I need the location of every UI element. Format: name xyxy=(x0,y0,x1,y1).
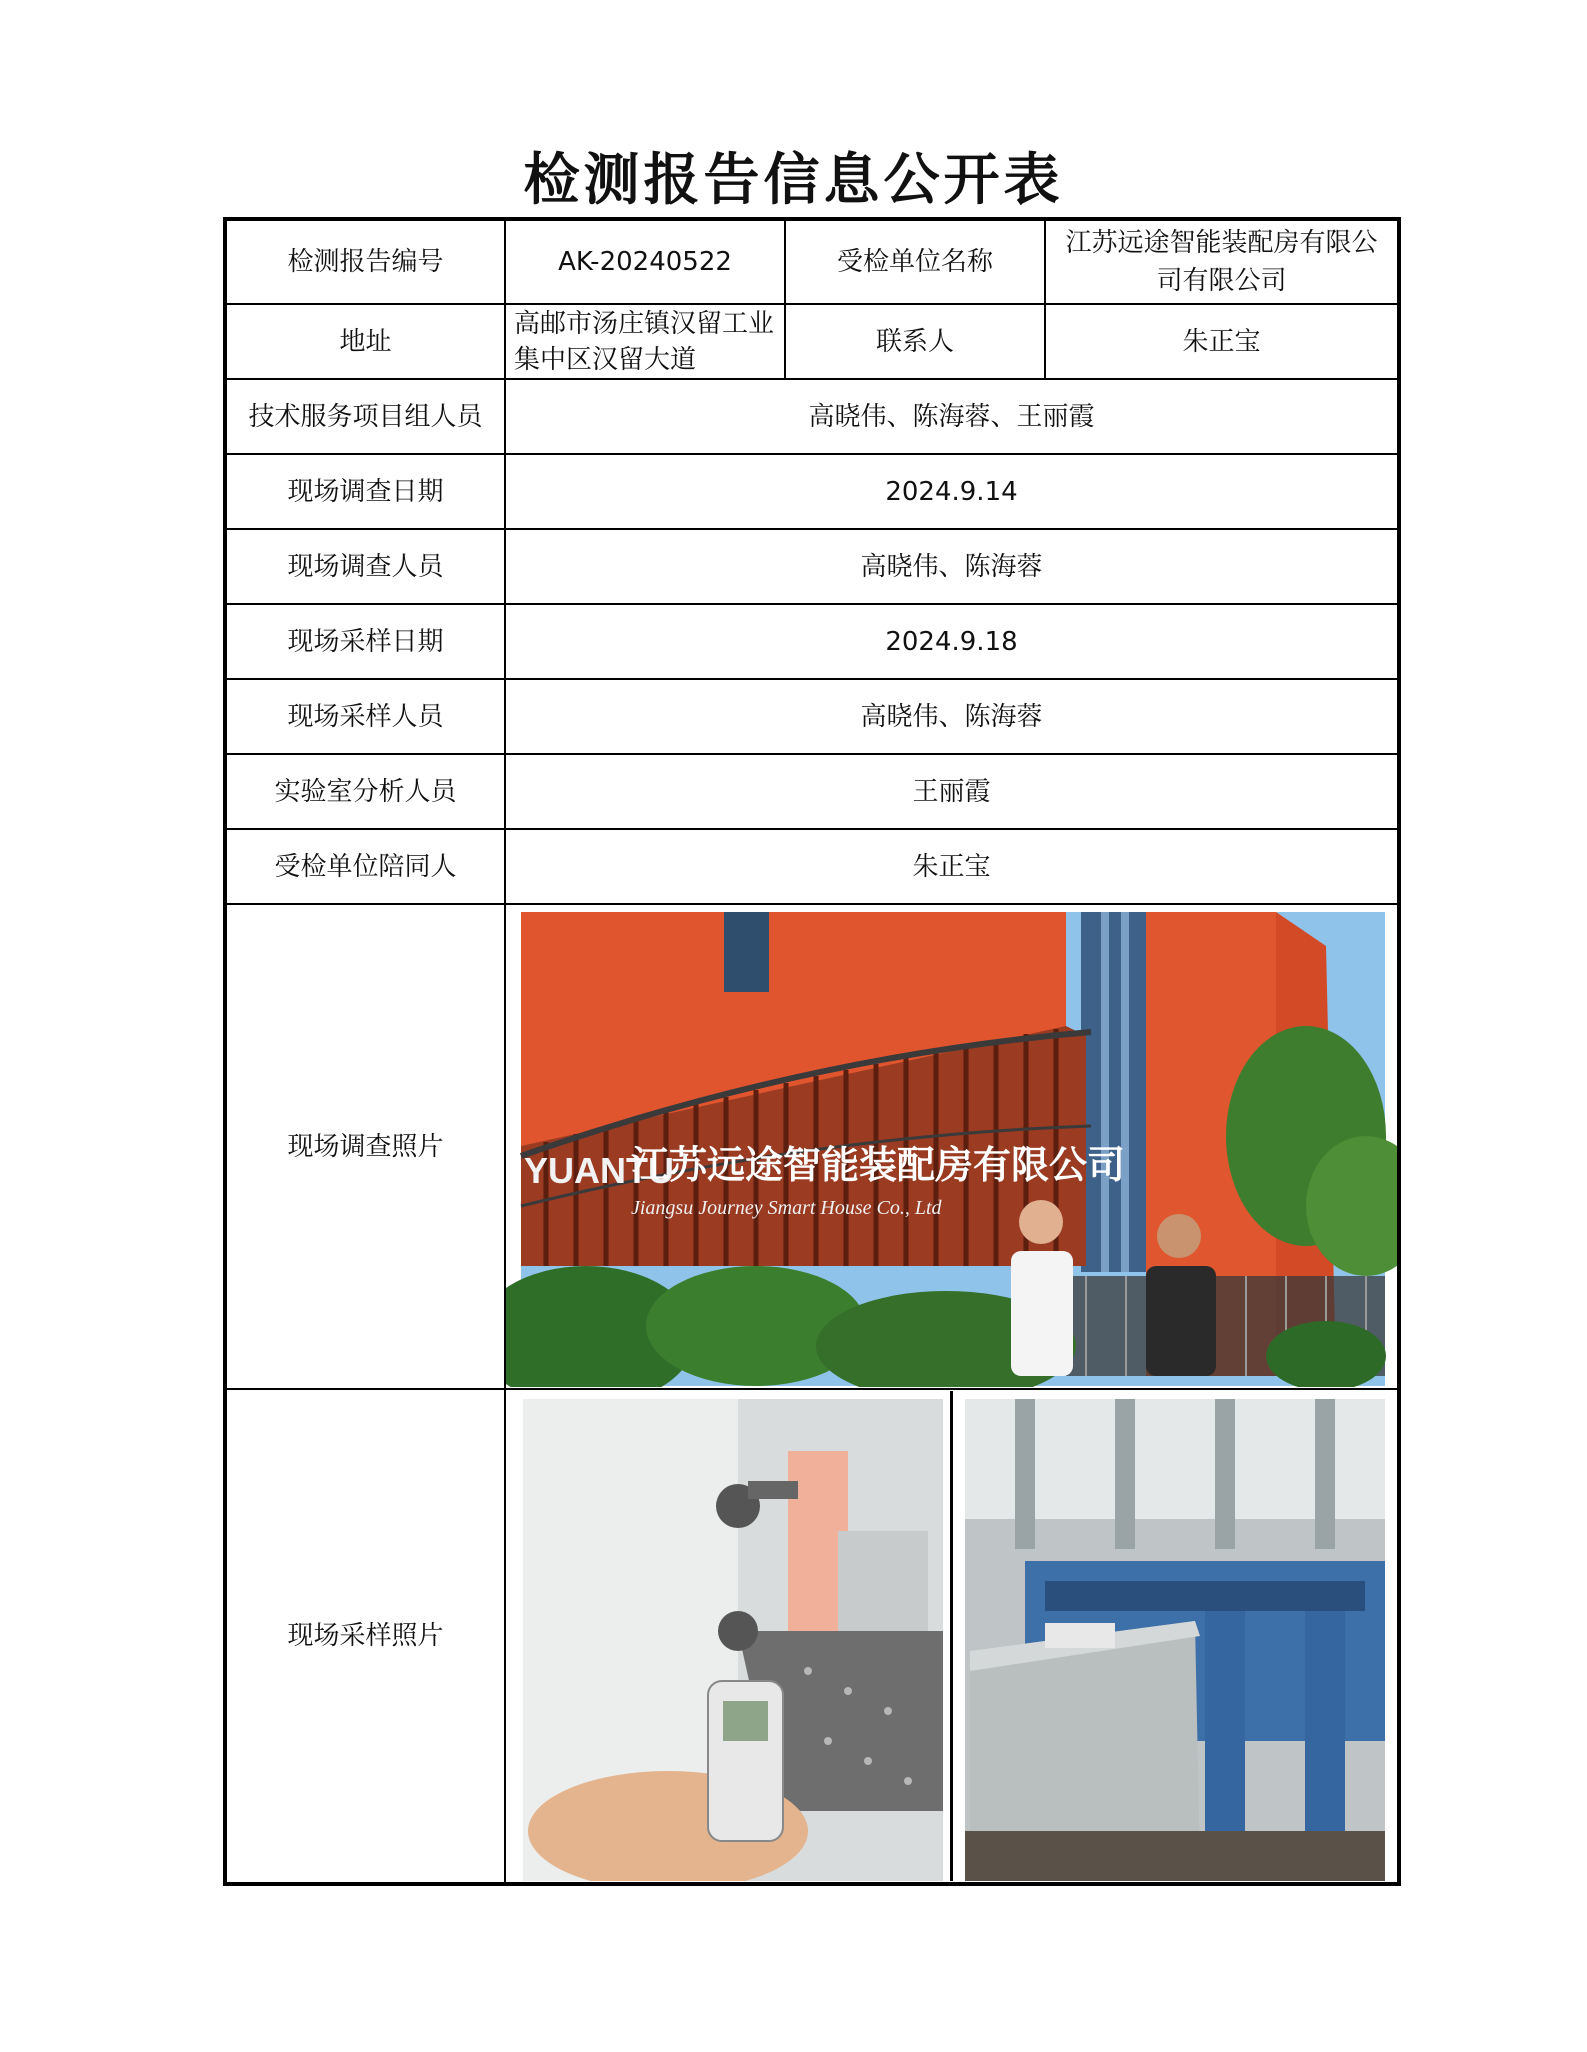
unit-name-value: 江苏远途智能装配房有限公司有限公司 xyxy=(1045,219,1399,304)
table-row xyxy=(225,379,1399,454)
survey-date-label: 现场调查日期 xyxy=(225,454,505,529)
table-row xyxy=(225,829,1399,904)
sign-chinese: 江苏远途智能装配房有限公司 xyxy=(631,1143,1126,1187)
survey-staff-label: 现场调查人员 xyxy=(225,529,505,604)
report-info-table xyxy=(223,217,1401,1886)
report-no-label: 检测报告编号 xyxy=(225,219,505,304)
unit-name-label: 受检单位名称 xyxy=(785,219,1045,304)
sign-logo: YUANTU xyxy=(524,1150,674,1191)
sampling-photo-left xyxy=(506,1391,950,1881)
sampling-photo-right xyxy=(950,1391,1397,1881)
table-row xyxy=(225,679,1399,754)
table-row xyxy=(225,904,1399,1389)
sampling-date-label: 现场采样日期 xyxy=(225,604,505,679)
sampling-photo-label: 现场采样照片 xyxy=(225,1389,505,1884)
table-row xyxy=(225,604,1399,679)
sampling-photo-machine xyxy=(508,1391,948,1881)
sign-english: Jiangsu Journey Smart House Co., Ltd xyxy=(631,1197,942,1219)
survey-staff-value: 高晓伟、陈海蓉 xyxy=(505,529,1399,604)
report-no-value: AK-20240522 xyxy=(505,219,785,304)
sampling-staff-label: 现场采样人员 xyxy=(225,679,505,754)
contact-label: 联系人 xyxy=(785,304,1045,379)
table-row xyxy=(225,529,1399,604)
table-row xyxy=(225,219,1399,304)
contact-value: 朱正宝 xyxy=(1045,304,1399,379)
table-row xyxy=(225,454,1399,529)
lab-staff-value: 王丽霞 xyxy=(505,754,1399,829)
lab-staff-label: 实验室分析人员 xyxy=(225,754,505,829)
survey-date-value: 2024.9.14 xyxy=(505,454,1399,529)
team-label: 技术服务项目组人员 xyxy=(225,379,505,454)
table-row xyxy=(225,304,1399,379)
table-row xyxy=(225,1389,1399,1884)
sampling-photo-workshop xyxy=(955,1391,1395,1881)
sampling-date-value: 2024.9.18 xyxy=(505,604,1399,679)
survey-photo xyxy=(506,906,1399,1387)
address-label: 地址 xyxy=(225,304,505,379)
table-row xyxy=(225,754,1399,829)
page-title: 检测报告信息公开表 xyxy=(523,148,1064,213)
team-value: 高晓伟、陈海蓉、王丽霞 xyxy=(505,379,1399,454)
escort-label: 受检单位陪同人 xyxy=(225,829,505,904)
survey-photo-label: 现场调查照片 xyxy=(225,904,505,1389)
sampling-staff-value: 高晓伟、陈海蓉 xyxy=(505,679,1399,754)
sampling-photo-cell xyxy=(505,1389,1399,1884)
survey-photo-cell xyxy=(505,904,1399,1389)
escort-value: 朱正宝 xyxy=(505,829,1399,904)
address-value: 高邮市汤庄镇汉留工业集中区汉留大道 xyxy=(505,304,785,379)
